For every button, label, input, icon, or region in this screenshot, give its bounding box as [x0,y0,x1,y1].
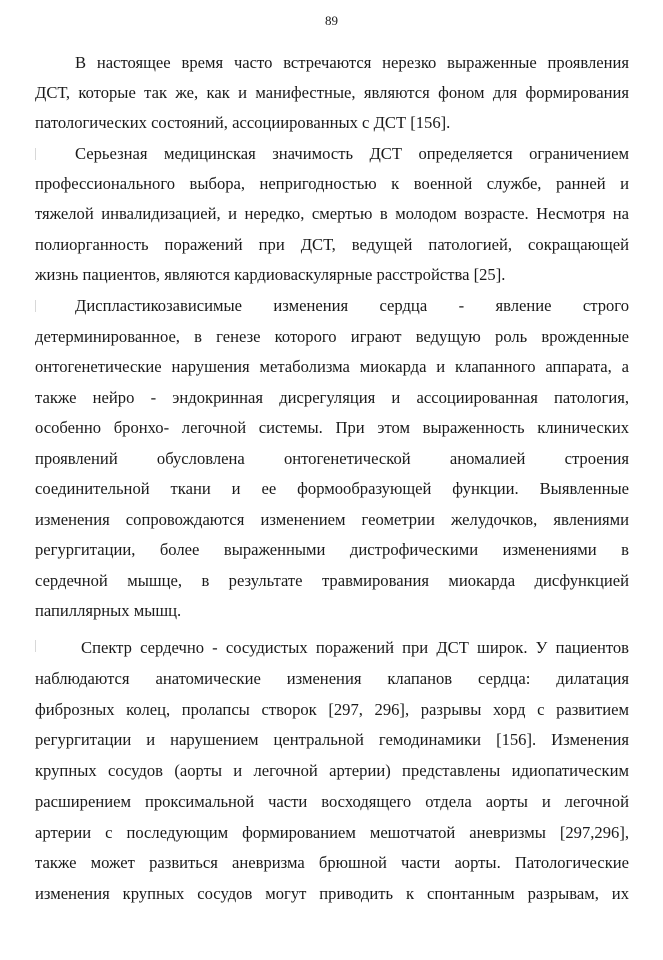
text-line: патологических состояний, ассоциированных с ДСТ [156]. [35,113,451,132]
page-number: 89 [325,13,338,28]
text-line: артерии с последующим формированием мешотчатой аневризмы [297,296], [35,823,629,842]
text-line: также может развиться аневризма брюшной части аорты. Патологические [35,853,629,872]
text-line: особенно бронхо- легочной системы. При этом выраженность клинических [35,418,629,437]
text-line: детерминированное, в генезе которого играют ведущую роль врожденные [35,327,629,346]
text-line: соединительной ткани и ее формообразующей функции. Выявленные [35,479,629,498]
text-line: В настоящее время часто встречаются нерезко выраженные проявления [75,53,629,72]
text-line: Диспластикозависимые изменения сердца - явление строго [75,296,629,315]
text-line: наблюдаются анатомические изменения клапанов сердца: дилатация [35,669,629,688]
text-line: жизнь пациентов, являются кардиоваскулярные расстройства [25]. [35,265,506,284]
text-line: проявлений обусловлена онтогенетической аномалией строения [35,449,629,468]
scan-mark [35,300,36,312]
text-line: регургитации, более выраженными дистрофическими изменениями в [35,540,629,559]
text-line: Спектр сердечно - сосудистых поражений при ДСТ широк. У пациентов [81,638,629,657]
text-line: ДСТ, которые так же, как и манифестные, являются фоном для формирования [35,83,629,102]
text-line: изменения крупных сосудов могут приводить к спонтанным разрывам, их [35,884,629,903]
text-line: тяжелой инвалидизацией, и нередко, смертью в молодом возрасте. Несмотря на [35,204,629,223]
text-line: папиллярных мышц. [35,601,182,620]
scan-mark [35,148,36,160]
text-line: расширением проксимальной части восходящего отдела аорты и легочной [35,792,629,811]
text-line: фиброзных колец, пролапсы створок [297, 296], разрывы хорд с развитием [35,700,629,719]
text-line: онтогенетические нарушения метаболизма миокарда и клапанного аппарата, а [35,357,629,376]
scan-mark [35,640,36,652]
text-line: Серьезная медицинская значимость ДСТ определяется ограничением [75,144,629,163]
text-line: профессионального выбора, непригодностью к военной службе, ранней и [35,174,629,193]
text-line: полиорганность поражений при ДСТ, ведущей патологией, сокращающей [35,235,629,254]
text-line: крупных сосудов (аорты и легочной артерии) представлены идиопатическим [35,761,629,780]
text-line: изменения сопровождаются изменением геометрии желудочков, явлениями [35,510,629,529]
text-line: регургитации и нарушением центральной гемодинамики [156]. Изменения [35,730,629,749]
text-line: также нейро - эндокринная дисрегуляция и ассоциированная патология, [35,388,629,407]
text-line: сердечной мышце, в результате травмирования миокарда дисфункцией [35,571,629,590]
